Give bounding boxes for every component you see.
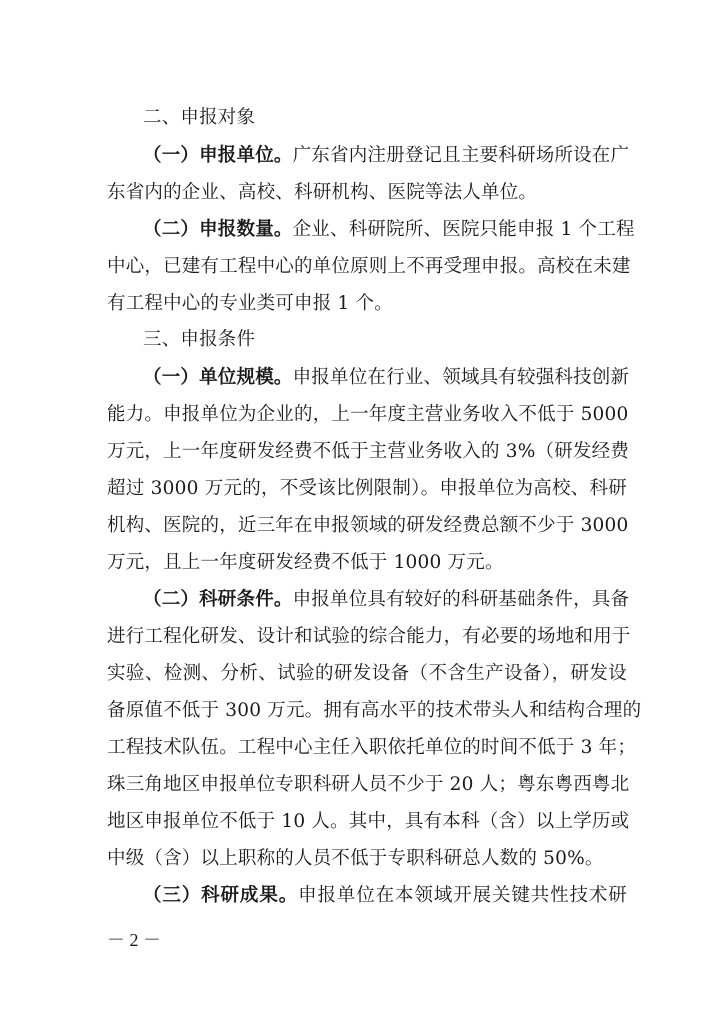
paragraph-label: （二）申报数量。 xyxy=(143,219,293,240)
paragraph-line: 进行工程化研发、设计和试验的综合能力，有必要的场地和用于 xyxy=(107,626,631,647)
paragraph-line: （三）科研成果。申报单位在本领域开展关键共性技术研 xyxy=(143,885,628,906)
section-heading-2: 二、申报对象 xyxy=(143,107,256,128)
paragraph-line: 工程技术队伍。工程中心主任入职依托单位的时间不低于 3 年； xyxy=(107,737,637,758)
section-heading-3: 三、申报条件 xyxy=(143,329,256,350)
paragraph-line: 中心，已建有工程中心的单位原则上不再受理申报。高校在未建 xyxy=(107,256,631,277)
page-number: － 2 － xyxy=(107,930,161,950)
paragraph-label: （三）科研成果。 xyxy=(143,885,299,906)
paragraph-line: 万元，上一年度研发经费不低于主营业务收入的 3%（研发经费 xyxy=(107,441,630,462)
paragraph-label: （二）科研条件。 xyxy=(143,589,293,610)
paragraph-line: 地区申报单位不低于 10 人。其中，具有本科（含）以上学历或 xyxy=(107,811,630,832)
paragraph-line: 有工程中心的专业类可申报 1 个。 xyxy=(107,293,393,314)
paragraph-line: （二）申报数量。企业、科研院所、医院只能申报 1 个工程 xyxy=(143,219,635,240)
paragraph-label: （一）申报单位。 xyxy=(143,145,293,166)
paragraph-label: （一）单位规模。 xyxy=(143,367,293,388)
paragraph-line: 万元，且上一年度研发经费不低于 1000 万元。 xyxy=(107,552,504,573)
paragraph-line: （二）科研条件。申报单位具有较好的科研基础条件，具备 xyxy=(143,589,630,610)
paragraph-line: 超过 3000 万元的，不受该比例限制）。申报单位为高校、科研 xyxy=(107,478,627,499)
paragraph-line: 备原值不低于 300 万元。拥有高水平的技术带头人和结构合理的 xyxy=(107,700,642,721)
paragraph-line: （一）申报单位。广东省内注册登记且主要科研场所设在广 xyxy=(143,145,630,166)
paragraph-line: 能力。申报单位为企业的，上一年度主营业务收入不低于 5000 xyxy=(107,404,629,425)
paragraph-line: 珠三角地区申报单位专职科研人员不少于 20 人；粤东粤西粤北 xyxy=(107,774,630,795)
paragraph-line: 实验、检测、分析、试验的研发设备（不含生产设备），研发设 xyxy=(107,663,627,684)
paragraph-line: （一）单位规模。申报单位在行业、领域具有较强科技创新 xyxy=(143,367,630,388)
paragraph-line: 中级（含）以上职称的人员不低于专职科研总人数的 50%。 xyxy=(107,848,604,869)
paragraph-line: 东省内的企业、高校、科研机构、医院等法人单位。 xyxy=(107,182,538,203)
paragraph-line: 机构、医院的，近三年在申报领域的研发经费总额不少于 3000 xyxy=(107,515,629,536)
